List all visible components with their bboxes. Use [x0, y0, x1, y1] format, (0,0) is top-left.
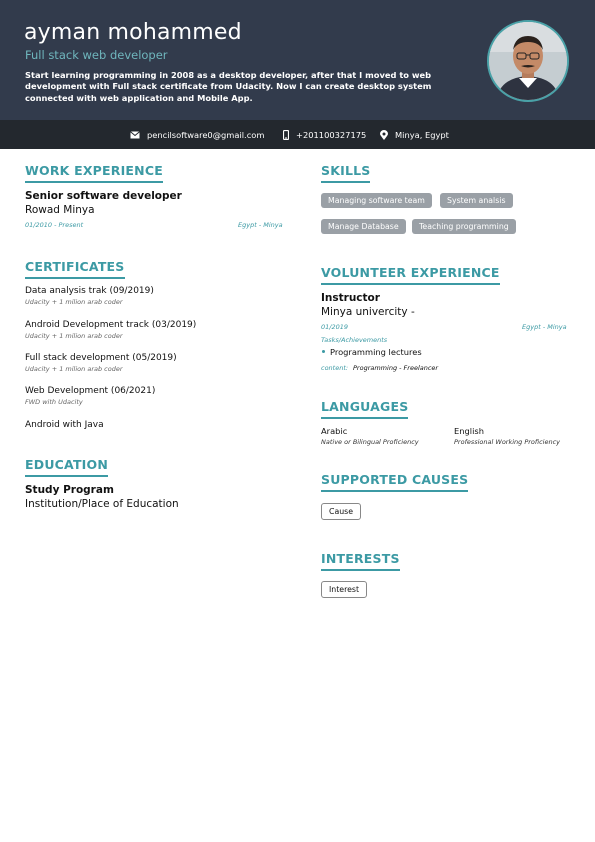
languages-title: LANGUAGES: [321, 399, 408, 419]
work-experience-title: WORK EXPERIENCE: [25, 163, 163, 183]
contact-phone[interactable]: [283, 120, 366, 149]
supported-causes-title: SUPPORTED CAUSES: [321, 472, 468, 492]
volunteer-tasks-label: Tasks/Achievements: [321, 336, 388, 344]
volunteer-role: Instructor: [321, 292, 380, 304]
location-text: Minya, Egypt: [395, 129, 449, 140]
skills-title: SKILLS: [321, 163, 370, 183]
job-company: Rowad Minya: [25, 204, 95, 216]
volunteer-task: Programming lectures: [330, 347, 422, 357]
certificate-issuer: Udacity + 1 milion arab coder: [25, 365, 123, 373]
volunteer-content-value: Programming - Freelancer: [353, 364, 439, 372]
profile-photo: [487, 20, 569, 102]
education-title: EDUCATION: [25, 457, 108, 477]
language-name: English: [454, 426, 484, 436]
candidate-name: ayman mohammed: [24, 20, 242, 45]
volunteer-org: Minya univercity -: [321, 306, 415, 318]
job-location: Egypt - Minya: [238, 221, 283, 229]
skill-tag: Managing software team: [321, 193, 432, 208]
certificate-name: Android Development track (03/2019): [25, 320, 197, 330]
skill-tag: Teaching programming: [412, 219, 516, 234]
certificate-name: Web Development (06/2021): [25, 386, 156, 396]
certificate-name: Full stack development (05/2019): [25, 353, 177, 363]
volunteer-dates: 01/2019: [321, 323, 349, 331]
language-name: Arabic: [321, 426, 348, 436]
contact-location: [380, 120, 449, 149]
interests-title: INTERESTS: [321, 551, 400, 571]
certificates-title: CERTIFICATES: [25, 259, 125, 279]
certificate-name: Android with Java: [25, 420, 104, 430]
profile-summary: Start learning programming in 2008 as a desktop developer, after that I moved to web development with Full stack certificate from Udacity. Now I can create desktop system connected with web application and Mobile App.: [25, 70, 432, 103]
phone-text: +201100327175: [296, 129, 367, 140]
certificate-issuer: FWD with Udacity: [25, 398, 83, 406]
education-institution: Institution/Place of Education: [25, 498, 179, 510]
phone-icon: [283, 130, 289, 140]
person-portrait-icon: [489, 22, 567, 100]
job-dates: 01/2010 - Present: [25, 221, 84, 229]
language-level: Native or Bilingual Proficiency: [321, 438, 419, 446]
envelope-icon: [130, 131, 140, 139]
volunteer-title: VOLUNTEER EXPERIENCE: [321, 265, 500, 285]
location-pin-icon: [380, 130, 388, 140]
education-program: Study Program: [25, 484, 114, 496]
certificate-name: Data analysis trak (09/2019): [25, 286, 154, 296]
cause-tag: Cause: [321, 503, 361, 520]
job-role: Senior software developer: [25, 190, 182, 202]
certificate-issuer: Udacity + 1 milion arab coder: [25, 332, 123, 340]
interest-tag: Interest: [321, 581, 367, 598]
skill-tag: System analsis: [440, 193, 513, 208]
bullet-icon: [322, 350, 325, 353]
resume-header: [0, 0, 595, 120]
skill-tag: Manage Database: [321, 219, 406, 234]
candidate-headline: Full stack web developer: [25, 48, 168, 62]
contact-email[interactable]: [130, 120, 264, 149]
volunteer-location: Egypt - Minya: [522, 323, 567, 331]
certificate-issuer: Udacity + 1 milion arab coder: [25, 298, 123, 306]
contact-bar: [0, 120, 595, 149]
volunteer-content-label: content:: [321, 364, 349, 372]
language-level: Professional Working Proficiency: [454, 438, 561, 446]
email-text: pencilsoftware0@gmail.com: [147, 129, 265, 140]
